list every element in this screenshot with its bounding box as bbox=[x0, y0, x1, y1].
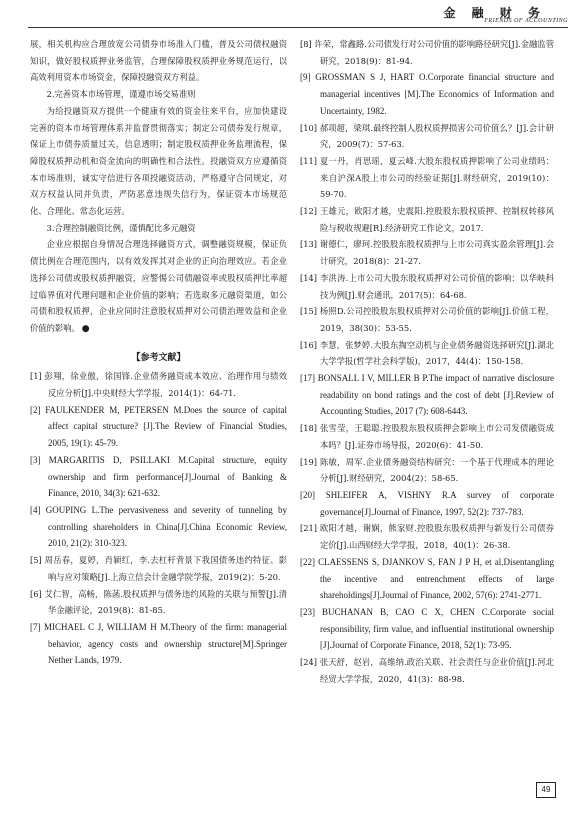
end-of-article-mark: ● bbox=[81, 323, 90, 334]
reference-item bbox=[300, 69, 554, 119]
body-paragraph: 为给投融资双方提供一个健康有效的资金往来平台，应加快建设完善的资本市场管理体系并监督贯彻落实；制定公司债券发行规章，保证上市债券质量过关，信息透明；制定股权质押业务监理流程，保障股权质押动机和资金流向的明确性和合法性。投融资双方应遵循资本市场准则，诚实守信进行各项投融资活动，严格遵守合同规定，对双方权益认同并负责，严防恶意违规失信行为，保证资本市场规范化、合理化、常态化运营。 bbox=[30, 105, 287, 217]
left-column bbox=[30, 36, 287, 669]
reference-item bbox=[300, 153, 554, 203]
reference-item bbox=[300, 454, 554, 487]
reference-number: [18] bbox=[300, 423, 318, 434]
reference-item bbox=[300, 487, 554, 520]
right-column bbox=[300, 36, 554, 687]
reference-number: [6] bbox=[30, 588, 42, 599]
reference-text: 张雪莹，王聪聪.控股股东股权质押会影响上市公司发债融资成本吗？[J].证券市场导报，2020(6)：41-50. bbox=[319, 423, 555, 450]
reference-item bbox=[30, 452, 287, 502]
reference-number: [10] bbox=[300, 122, 318, 133]
reference-text: 王雄元，欧阳才越，史震阳.控股股东股权质押、控制权转移风险与税收规避[R].经济研究工作论文，2017. bbox=[319, 206, 555, 233]
reference-item bbox=[30, 368, 287, 401]
reference-text: FAULKENDER M, PETERSEN M.Does the source of capital affect capital structure? [J].The Review of Financial Studies, 2005, 19(1): 45-79. bbox=[45, 404, 287, 449]
reference-number: [14] bbox=[300, 272, 318, 283]
reference-item bbox=[300, 120, 554, 153]
reference-number: [3] bbox=[30, 454, 41, 465]
reference-number: [7] bbox=[30, 621, 41, 632]
reference-text: 杨照D.公司控股股东股权质押对公司价值的影响[J].价值工程，2019，38(30)：53-55. bbox=[319, 306, 554, 333]
reference-text: 李洪涛.上市公司大股东股权质押对公司价值的影响：以华映科技为例[J].财会通讯，2017(5)：64-68. bbox=[319, 272, 555, 300]
reference-item bbox=[30, 402, 287, 452]
reference-list-right bbox=[300, 36, 554, 687]
reference-number: [23] bbox=[300, 606, 315, 617]
reference-text: MICHAEL C J, WILLIAM H M.Theory of the firm: managerial behavior, agency costs and ownership structure[M].Springer Nether Lands, 1979. bbox=[44, 621, 288, 666]
reference-number: [16] bbox=[300, 339, 318, 350]
references-heading: 【参考文献】 bbox=[131, 352, 186, 363]
section-subheading: 3.合理控制融资比例，谨慎配比多元融资 bbox=[46, 222, 196, 233]
reference-text: GROSSMAN S J, HART O.Corporate financial structure and managerial incentives [M].The Economics of Information and Uncertainty, 1982. bbox=[315, 72, 554, 116]
reference-number: [2] bbox=[30, 404, 41, 415]
reference-text: BONSALL I V, MILLER B P.The impact of narrative disclosure readability on bond ratings and the cost of debt [J].Review of Accounting Studies, 2017 (7): 608-6443. bbox=[317, 373, 554, 417]
reference-number: [11] bbox=[300, 155, 318, 166]
page-number: 49 bbox=[536, 782, 556, 798]
reference-text: 周岳春，夏婷，肖颖红，李.去杠杆背景下我国债务违约特征、影响与应对策略[J].上海立信会计金融学院学报，2019(2)：5-20. bbox=[44, 555, 288, 582]
reference-number: [8] bbox=[300, 39, 312, 49]
body-paragraph: 展，相关机构应合理放宽公司债券市场准入门槛，普及公司债权融资知识，做好股权质押业务监管，合理保障股权质押业务规范运行，以高效利用资本市场资金，保障投融资双方利益。 bbox=[30, 39, 287, 83]
reference-item bbox=[300, 604, 554, 654]
reference-item bbox=[300, 554, 554, 604]
reference-number: [20] bbox=[300, 489, 315, 500]
reference-text: 许荣，常鑫路.公司债发行对公司价值的影响路径研究[J].金融监管研究，2018(9)：81-94. bbox=[314, 39, 554, 66]
reference-number: [15] bbox=[300, 306, 318, 317]
reference-number: [1] bbox=[30, 371, 42, 382]
reference-number: [24] bbox=[300, 657, 318, 668]
reference-text: 欧阳才越，谢娴，熊家财.控股股东股权质押与新发行公司债券定价[J].山西财经大学学报，2018，40(1)：26-38. bbox=[319, 523, 555, 551]
reference-text: 艾仁智，高畅，陈菡.股权质押与债务违约风险的关联与预警[J].清华金融评论，2019(8)：81-85. bbox=[44, 588, 288, 616]
reference-number: [13] bbox=[300, 239, 318, 250]
paragraph-text: 企业应根据自身情况合理选择融资方式，调整融资规模，保证负债比例在合理范围内，以有效发挥其对企业的正向治理效应。若企业选择公司债或股权质押融资，应警惕公司债融资率或股权质押比率超过临界值对代理问题和企业价值的影响；若选取多元融资渠道，如公司债和股权质押，企业应同时注意股权质押对公司债治理效益和企业价值的影响。 bbox=[30, 239, 287, 333]
reference-text: BUCHANAN B, CAO C X, CHEN C.Corporate social responsibility, firm value, and influential institutional ownership [J].Journal of Corporate Finance, 2018, 52(1): 73-95. bbox=[320, 606, 554, 651]
reference-text: 张天舒，赵岩，高维纳.政治关联、社会责任与企业价值[J].河北经贸大学学报，2020，41(3)：88-98. bbox=[319, 657, 554, 684]
reference-number: [17] bbox=[300, 373, 315, 384]
journal-title: 金 融 财 务 bbox=[443, 6, 546, 20]
reference-number: [5] bbox=[30, 555, 42, 566]
reference-text: 夏一丹，肖思瑶，夏云峰.大股东股权质押影响了公司业绩吗：来自沪深A股上市公司的经验证据[J].财经研究，2019(10)：59-70. bbox=[319, 155, 555, 200]
reference-item bbox=[300, 420, 554, 453]
reference-number: [9] bbox=[300, 72, 311, 83]
reference-item bbox=[300, 36, 554, 69]
section-subheading: 2.完善资本市场管理，谨遵市场交易准则 bbox=[46, 89, 196, 100]
reference-number: [12] bbox=[300, 206, 318, 217]
reference-item bbox=[30, 552, 287, 585]
reference-item bbox=[30, 586, 287, 619]
reference-item bbox=[30, 502, 287, 552]
header-divider bbox=[28, 27, 568, 28]
reference-number: [22] bbox=[300, 556, 315, 567]
reference-text: 陈敏，周军.企业债务融资结构研究：一个基于代理成本的理论分析[J].财经研究，2004(2)：58-65. bbox=[319, 456, 555, 484]
journal-subtitle: FRIENDS OF ACCOUNTING bbox=[484, 18, 568, 24]
reference-text: 李慧，张梦婷.大股东掏空动机与企业债务融资选择研究[J].湖北大学学报(哲学社会科学版)，2017，44(4)：150-158. bbox=[319, 339, 554, 367]
reference-number: [4] bbox=[30, 504, 41, 515]
reference-item bbox=[300, 303, 554, 336]
reference-text: CLAESSENS S, DJANKOV S, FAN J P H, et al.Disentangling the incentive and entrenchment effects of large shareholdings[J].Journal of Finance, 2002, 57(6): 2741-2771. bbox=[318, 556, 554, 601]
reference-item bbox=[300, 270, 554, 303]
body-paragraph bbox=[30, 236, 287, 337]
reference-text: MARGARITIS D, PSILLAKI M.Capital structure, equity ownership and firm performance[J].Journal of Banking & Finance, 2010, 34(3): 621-632. bbox=[48, 454, 288, 499]
reference-item bbox=[30, 619, 287, 669]
reference-text: GOUPING L.The pervasiveness and severity of tunneling by controlling shareholders in China[J].China Economic Review, 2010, 21(2): 310-323. bbox=[45, 504, 288, 549]
reference-text: 谢德仁，廖珂.控股股东股权质押与上市公司真实盈余管理[J].会计研究，2018(8)：21-27. bbox=[319, 239, 554, 267]
reference-item bbox=[300, 370, 554, 420]
reference-number: [21] bbox=[300, 523, 318, 534]
page-header bbox=[0, 0, 582, 28]
reference-item bbox=[300, 203, 554, 236]
reference-item bbox=[300, 520, 554, 553]
reference-text: 彭翔，徐业傲，徐国锋.企业债务融资成本效应、治理作用与绩效反应分析[J].中央财经大学学报，2014(1)：64-71. bbox=[44, 371, 288, 399]
reference-list-left bbox=[30, 368, 287, 669]
reference-item bbox=[300, 337, 554, 370]
reference-number: [19] bbox=[300, 456, 318, 467]
reference-text: 郝项超，梁琪.最终控制人股权质押损害公司价值么？[J].会计研究，2009(7)：57-63. bbox=[319, 122, 554, 150]
reference-text: SHLEIFER A, VISHNY R.A survey of corporate governance[J].Journal of Finance, 1997, 52(2): 737-783. bbox=[320, 489, 554, 517]
reference-item bbox=[300, 236, 554, 269]
reference-item bbox=[300, 654, 554, 687]
